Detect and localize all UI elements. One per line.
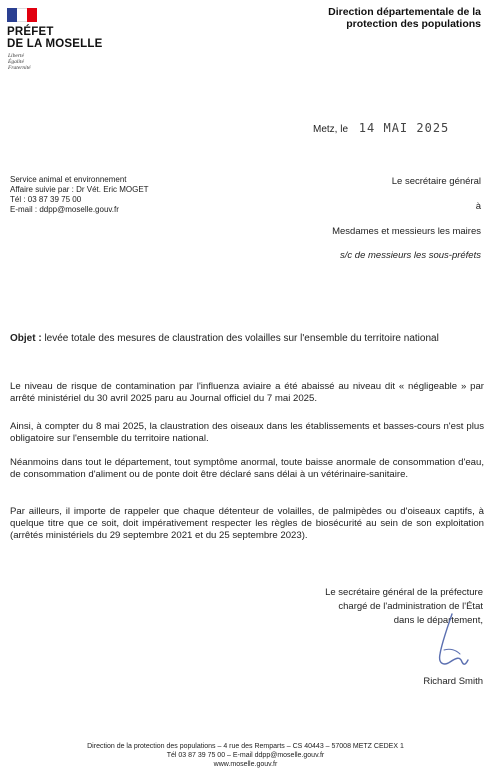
direction-line-2: protection des populations	[346, 18, 481, 30]
body-paragraph-3: Néanmoins dans tout le département, tout symptôme anormal, toute baisse anormale de consommation d'eau, de consommation d'aliment ou de ponte doit être déclaré sans délai à un vétérinaire-sanitaire.	[10, 457, 484, 480]
flag-blue-stripe	[7, 8, 17, 22]
subject-line	[10, 333, 439, 344]
motto-fraternite: Fraternité	[8, 65, 31, 71]
republic-motto	[8, 53, 31, 71]
logo-line-1: PRÉFET	[7, 26, 54, 38]
signature-line-2: chargé de l'administration de l'État	[338, 601, 483, 612]
flag-red-stripe	[27, 8, 37, 22]
service-name: Service animal et environnement	[10, 175, 127, 184]
service-email: E-mail : ddpp@moselle.gouv.fr	[10, 205, 119, 214]
date-stamp: 14 MAI 2025	[358, 121, 450, 135]
footer-website[interactable]: www.moselle.gouv.fr	[213, 761, 278, 768]
signer-name: Richard Smith	[423, 676, 483, 687]
issuing-direction	[328, 6, 481, 30]
prefet-logo-text	[7, 26, 102, 50]
service-info	[10, 175, 149, 215]
body-paragraph-1: Le niveau de risque de contamination par l'influenza aviaire a été abaissé au niveau dit « négligeable » par arrêté ministériel du 30 avril 2025 paru au Journal officiel du 7 mai 2025.	[10, 381, 484, 404]
signature-line-3: dans le département,	[393, 615, 483, 626]
signature-line-1: Le secrétaire général de la préfecture	[325, 587, 483, 598]
date-line	[313, 121, 449, 135]
body-paragraph-4: Par ailleurs, il importe de rappeler que chaque détenteur de volailles, de palmipèdes ou d'oiseaux captifs, à quelque titre que ce soit, doit impérativement respecter les règles de biosécurité au sein de son exploitation (arrêtés ministériels du 29 septembre 2021 et du 25 septembre 2023).	[10, 506, 484, 541]
date-place: Metz, le	[313, 124, 349, 135]
footer	[0, 742, 491, 769]
recipient-to: à	[475, 201, 481, 212]
footer-address: Direction de la protection des populations – 4 rue des Remparts – CS 40443 – 57008 METZ CEDEX 1	[87, 743, 404, 750]
motto-egalite: Égalité	[8, 59, 24, 65]
service-phone: Tél : 03 87 39 75 00	[10, 195, 82, 204]
logo-line-2: DE LA MOSELLE	[7, 38, 103, 50]
addressee-via: s/c de messieurs les sous-préfets	[340, 250, 481, 261]
motto-liberte: Liberté	[8, 53, 24, 59]
footer-contact: Tél 03 87 39 75 00 – E-mail ddpp@moselle.gouv.fr	[166, 752, 325, 759]
addressee: Mesdames et messieurs les maires	[332, 226, 481, 237]
handwritten-signature	[430, 612, 470, 670]
sender-title: Le secrétaire général	[391, 176, 481, 187]
flag-white-stripe	[17, 8, 27, 22]
body-paragraph-2: Ainsi, à compter du 8 mai 2025, la claustration des oiseaux dans les établissements et basses-cours n'est plus obligatoire sur l'ensemble du territoire national.	[10, 421, 484, 444]
case-officer: Affaire suivie par : Dr Vét. Eric MOGET	[10, 185, 149, 194]
direction-line-1: Direction départementale de la	[328, 6, 481, 18]
subject-text: levée totale des mesures de claustration des volailles sur l'ensemble du territoire national	[44, 333, 439, 344]
subject-label: Objet :	[10, 333, 42, 344]
french-flag-logo	[7, 8, 37, 22]
